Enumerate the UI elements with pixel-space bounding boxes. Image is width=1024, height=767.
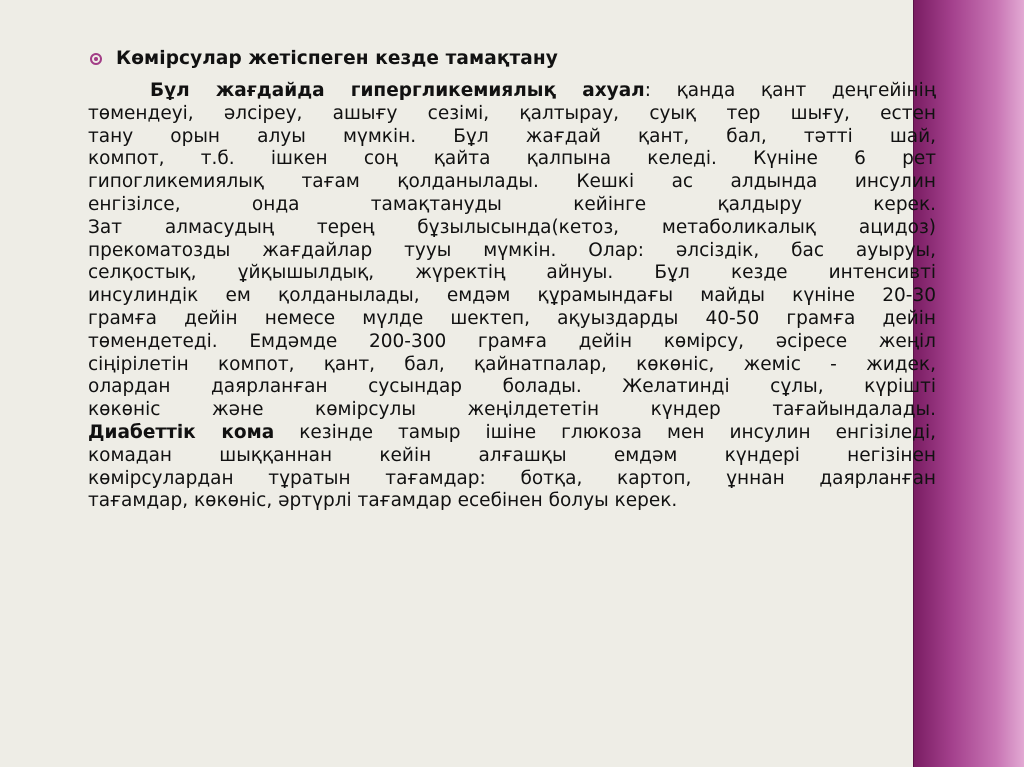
paragraph-line: грамға дейін немесе мүлде шектеп, ақуыздарды 40-50 грамға дейін <box>88 307 936 329</box>
paragraph-line: тағамдар, көкөніс, әртүрлі тағамдар есебінен болуы керек. <box>88 490 678 512</box>
paragraph-line: сіңірілетін компот, қант, бал, қайнатпалар, көкөніс, жеміс - жидек, <box>88 353 936 375</box>
paragraph-line: тану орын алуы мүмкін. Бұл жағдай қант, бал, тәтті шай, <box>88 125 936 147</box>
bullet-circle-icon <box>90 53 102 65</box>
paragraph-line: компот, т.б. ішкен соң қайта қалпына келеді. Күніне 6 рет <box>88 148 936 170</box>
paragraph-line: Диабеттік кома кезінде тамыр ішіне глюкоза мен инсулин енгізіледі, <box>88 421 936 443</box>
paragraph-line: көкөніс және көмірсулы жеңілдететін күндер тағайындалады. <box>88 399 936 421</box>
paragraph-line: Бұл жағдайда гипергликемиялық ахуал: қанда қант деңгейінің <box>150 80 936 101</box>
paragraph-line: прекоматозды жағдайлар тууы мүмкін. Олар: әлсіздік, бас ауыруы, <box>88 239 936 261</box>
paragraph-line: көмірсулардан тұратын тағамдар: ботқа, картоп, ұннан даярланған <box>88 467 936 489</box>
heading-row <box>90 48 910 69</box>
paragraph-line: комадан шыққаннан кейін алғашқы емдәм күндері негізінен <box>88 444 936 466</box>
body-paragraph <box>88 80 936 513</box>
paragraph-line: гипогликемиялық тағам қолданылады. Кешкі ас алдында инсулин <box>88 171 936 193</box>
paragraph-line: төмендеуі, әлсіреу, ашығу сезімі, қалтырау, суық тер шығу, естен <box>88 102 936 124</box>
paragraph-line: селқостық, ұйқышылдық, жүректің айнуы. Бұл кезде интенсивті <box>88 262 936 284</box>
paragraph-line: Зат алмасудың терең бұзылысында(кетоз, метаболикалық ацидоз) <box>88 216 936 238</box>
paragraph-line: енгізілсе, онда тамақтануды кейінге қалдыру керек. <box>88 193 936 215</box>
paragraph-line: төмендетеді. Емдәмде 200-300 грамға дейін көмірсу, әсіресе жеңіл <box>88 330 936 352</box>
slide-heading: Көмірсулар жетіспеген кезде тамақтану <box>116 48 558 69</box>
paragraph-line: инсулиндік ем қолданылады, емдәм құрамындағы майды күніне 20-30 <box>88 285 936 307</box>
lead-bold-text: Бұл жағдайда гипергликемиялық ахуал <box>150 80 645 101</box>
paragraph-line: олардан даярланған сусындар болады. Желатинді сұлы, күрішті <box>88 376 936 398</box>
coma-bold-text: Диабеттік кома <box>88 421 275 443</box>
